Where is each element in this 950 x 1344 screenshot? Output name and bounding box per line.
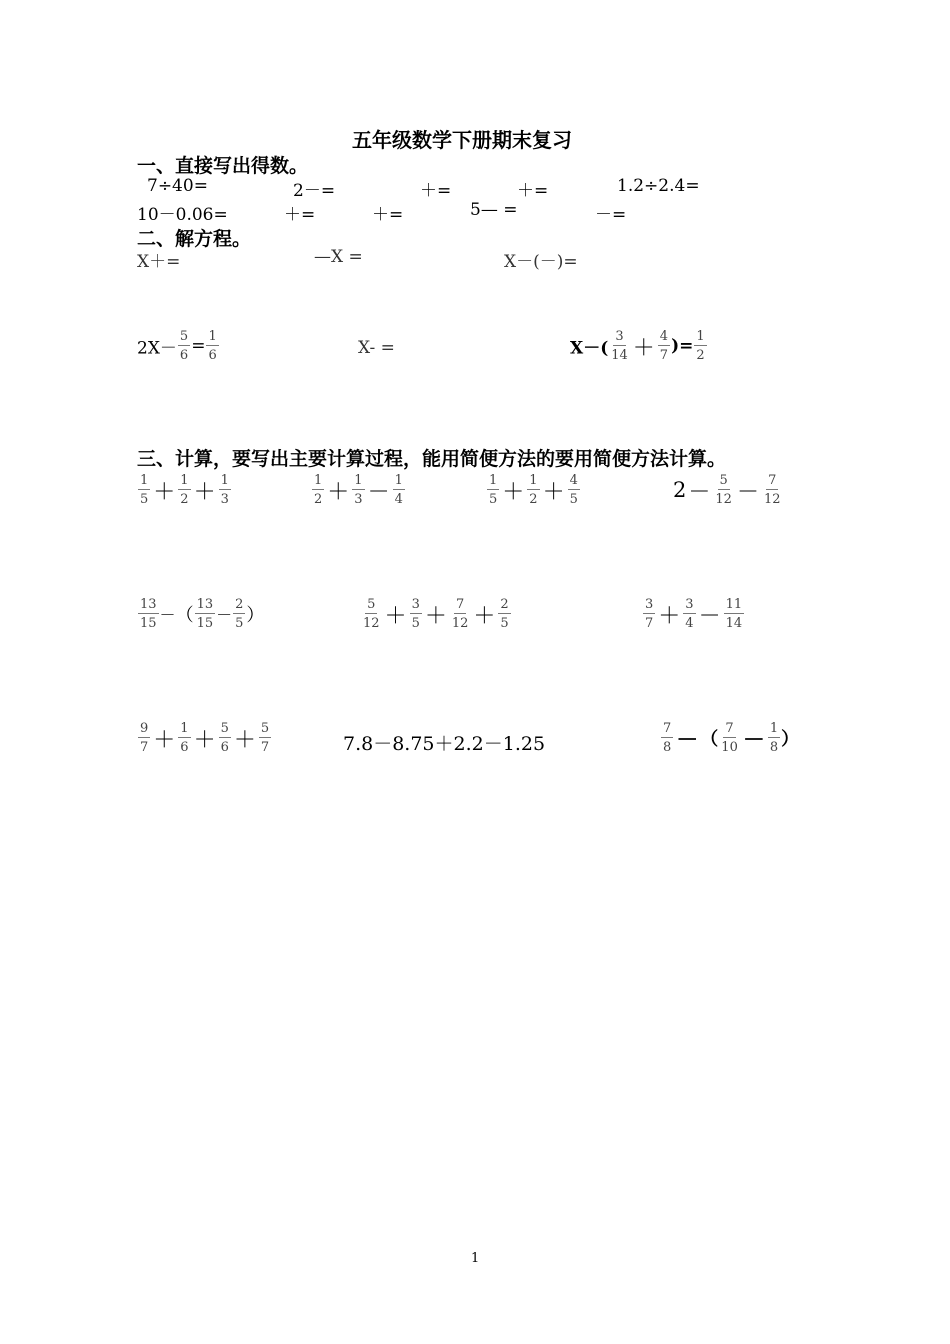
fraction: $\frac{13}{15}$ [196, 597, 214, 631]
plus-sign: ＋ [658, 603, 681, 629]
s1-problem-4: ＋= [517, 181, 549, 201]
plus-sign: ＋ [632, 335, 655, 361]
calc-problem-3 [486, 474, 581, 506]
minus-sign: － [736, 479, 759, 505]
section-2-heading: 二、解方程。 [137, 228, 252, 250]
s1-problem-6: 10－0.06= [137, 205, 228, 225]
fraction: $\frac{5}{6}$ [179, 329, 189, 363]
fraction: $\frac{5}{7}$ [260, 721, 270, 755]
fraction: $\frac{1}{2}$ [529, 473, 538, 507]
calc-problem-10 [660, 722, 799, 754]
calc-problem-9: 7.8－8.75＋2.2－1.25 [343, 733, 546, 755]
calc-problem-2 [311, 474, 406, 506]
plus-sign: ＋ [424, 603, 447, 629]
equation-1: X＋= [137, 252, 181, 272]
s1-problem-9: 5— = [470, 200, 518, 220]
s1-problem-7: ＋= [284, 205, 316, 225]
fraction: $\frac{5}{6}$ [220, 721, 229, 755]
equation-6-lead: X－( [570, 338, 609, 359]
fraction: $\frac{3}{7}$ [645, 597, 654, 631]
left-paren: （ [700, 729, 719, 750]
plus-sign: ＋ [153, 479, 176, 505]
fraction: $\frac{1}{2}$ [696, 329, 705, 363]
right-paren: ） [246, 605, 265, 626]
minus-sign: － [367, 479, 390, 505]
calc-problem-7 [642, 598, 745, 630]
fraction: $\frac{4}{5}$ [569, 473, 578, 507]
fraction: $\frac{3}{14}$ [611, 329, 628, 363]
right-paren: ） [781, 729, 800, 750]
fraction: $\frac{7}{8}$ [663, 721, 672, 755]
fraction: $\frac{13}{15}$ [140, 597, 157, 631]
plus-sign: ＋ [327, 479, 350, 505]
equation-6 [570, 330, 708, 362]
fraction: $\frac{7}{12}$ [763, 473, 781, 507]
equation-3: X－(－)= [504, 252, 578, 272]
plus-sign: ＋ [193, 727, 216, 753]
fraction: $\frac{5}{12}$ [363, 597, 380, 631]
section-3-heading: 三、计算，要写出主要计算过程，能用简便方法的要用简便方法计算。 [137, 448, 727, 470]
fraction: $\frac{11}{14}$ [725, 597, 743, 631]
s1-problem-1: 7÷40= [147, 176, 208, 196]
left-paren: （ [175, 605, 194, 626]
plus-sign: ＋ [502, 479, 525, 505]
fraction: $\frac{1}{8}$ [769, 721, 779, 755]
plus-sign: ＋ [384, 603, 407, 629]
fraction: $\frac{3}{4}$ [685, 597, 694, 631]
fraction: $\frac{1}{6}$ [180, 721, 189, 755]
fraction: $\frac{7}{12}$ [451, 597, 469, 631]
equation-4-lead: 2X－ [137, 338, 177, 359]
s1-problem-8: ＋= [372, 205, 404, 225]
plus-sign: ＋ [193, 479, 216, 505]
fraction: $\frac{1}{3}$ [354, 473, 363, 507]
fraction: $\frac{4}{7}$ [659, 329, 669, 363]
section-1-heading: 一、直接写出得数。 [137, 155, 309, 177]
equation-4 [137, 330, 220, 362]
minus-sign: － [216, 605, 233, 625]
calc-problem-6 [360, 598, 512, 630]
fraction: $\frac{1}{5}$ [140, 473, 149, 507]
minus-sign: － [742, 726, 765, 753]
minus-sign: － [698, 603, 721, 629]
page-number: 1 [471, 1251, 480, 1266]
s1-problem-2: 2－= [293, 181, 336, 201]
calc-problem-4 [673, 474, 784, 506]
equals-sign: = [191, 336, 206, 356]
plus-sign: ＋ [153, 727, 176, 753]
plus-sign: ＋ [542, 479, 565, 505]
fraction: $\frac{2}{5}$ [235, 597, 244, 631]
calc-problem-8 [137, 722, 272, 754]
fraction: $\frac{1}{2}$ [180, 473, 189, 507]
calc-problem-5 [137, 598, 264, 630]
s1-problem-10: －= [595, 205, 627, 225]
fraction: $\frac{1}{6}$ [208, 329, 217, 363]
s1-problem-3: ＋= [420, 181, 452, 201]
equation-6-close: )= [671, 336, 694, 356]
fraction: $\frac{9}{7}$ [140, 721, 149, 755]
fraction: $\frac{2}{5}$ [500, 597, 509, 631]
plus-sign: ＋ [473, 603, 496, 629]
fraction: $\frac{1}{4}$ [394, 473, 403, 507]
fraction: $\frac{3}{5}$ [411, 597, 420, 631]
page-title: 五年级数学下册期末复习 [352, 128, 572, 152]
calc-problem-1 [137, 474, 232, 506]
equation-2: —X = [314, 247, 363, 267]
fraction: $\frac{1}{3}$ [220, 473, 229, 507]
minus-sign: － [688, 479, 711, 505]
fraction: $\frac{1}{5}$ [489, 473, 498, 507]
plus-sign: ＋ [233, 727, 256, 753]
fraction: $\frac{7}{10}$ [721, 721, 738, 755]
fraction: $\frac{5}{12}$ [715, 473, 732, 507]
integer-two: 2 [673, 478, 687, 502]
minus-sign: － [676, 726, 699, 753]
s1-problem-5: 1.2÷2.4= [617, 176, 700, 196]
minus-sign: － [159, 605, 176, 625]
fraction: $\frac{1}{2}$ [314, 473, 323, 507]
equation-5: X- = [358, 338, 395, 358]
